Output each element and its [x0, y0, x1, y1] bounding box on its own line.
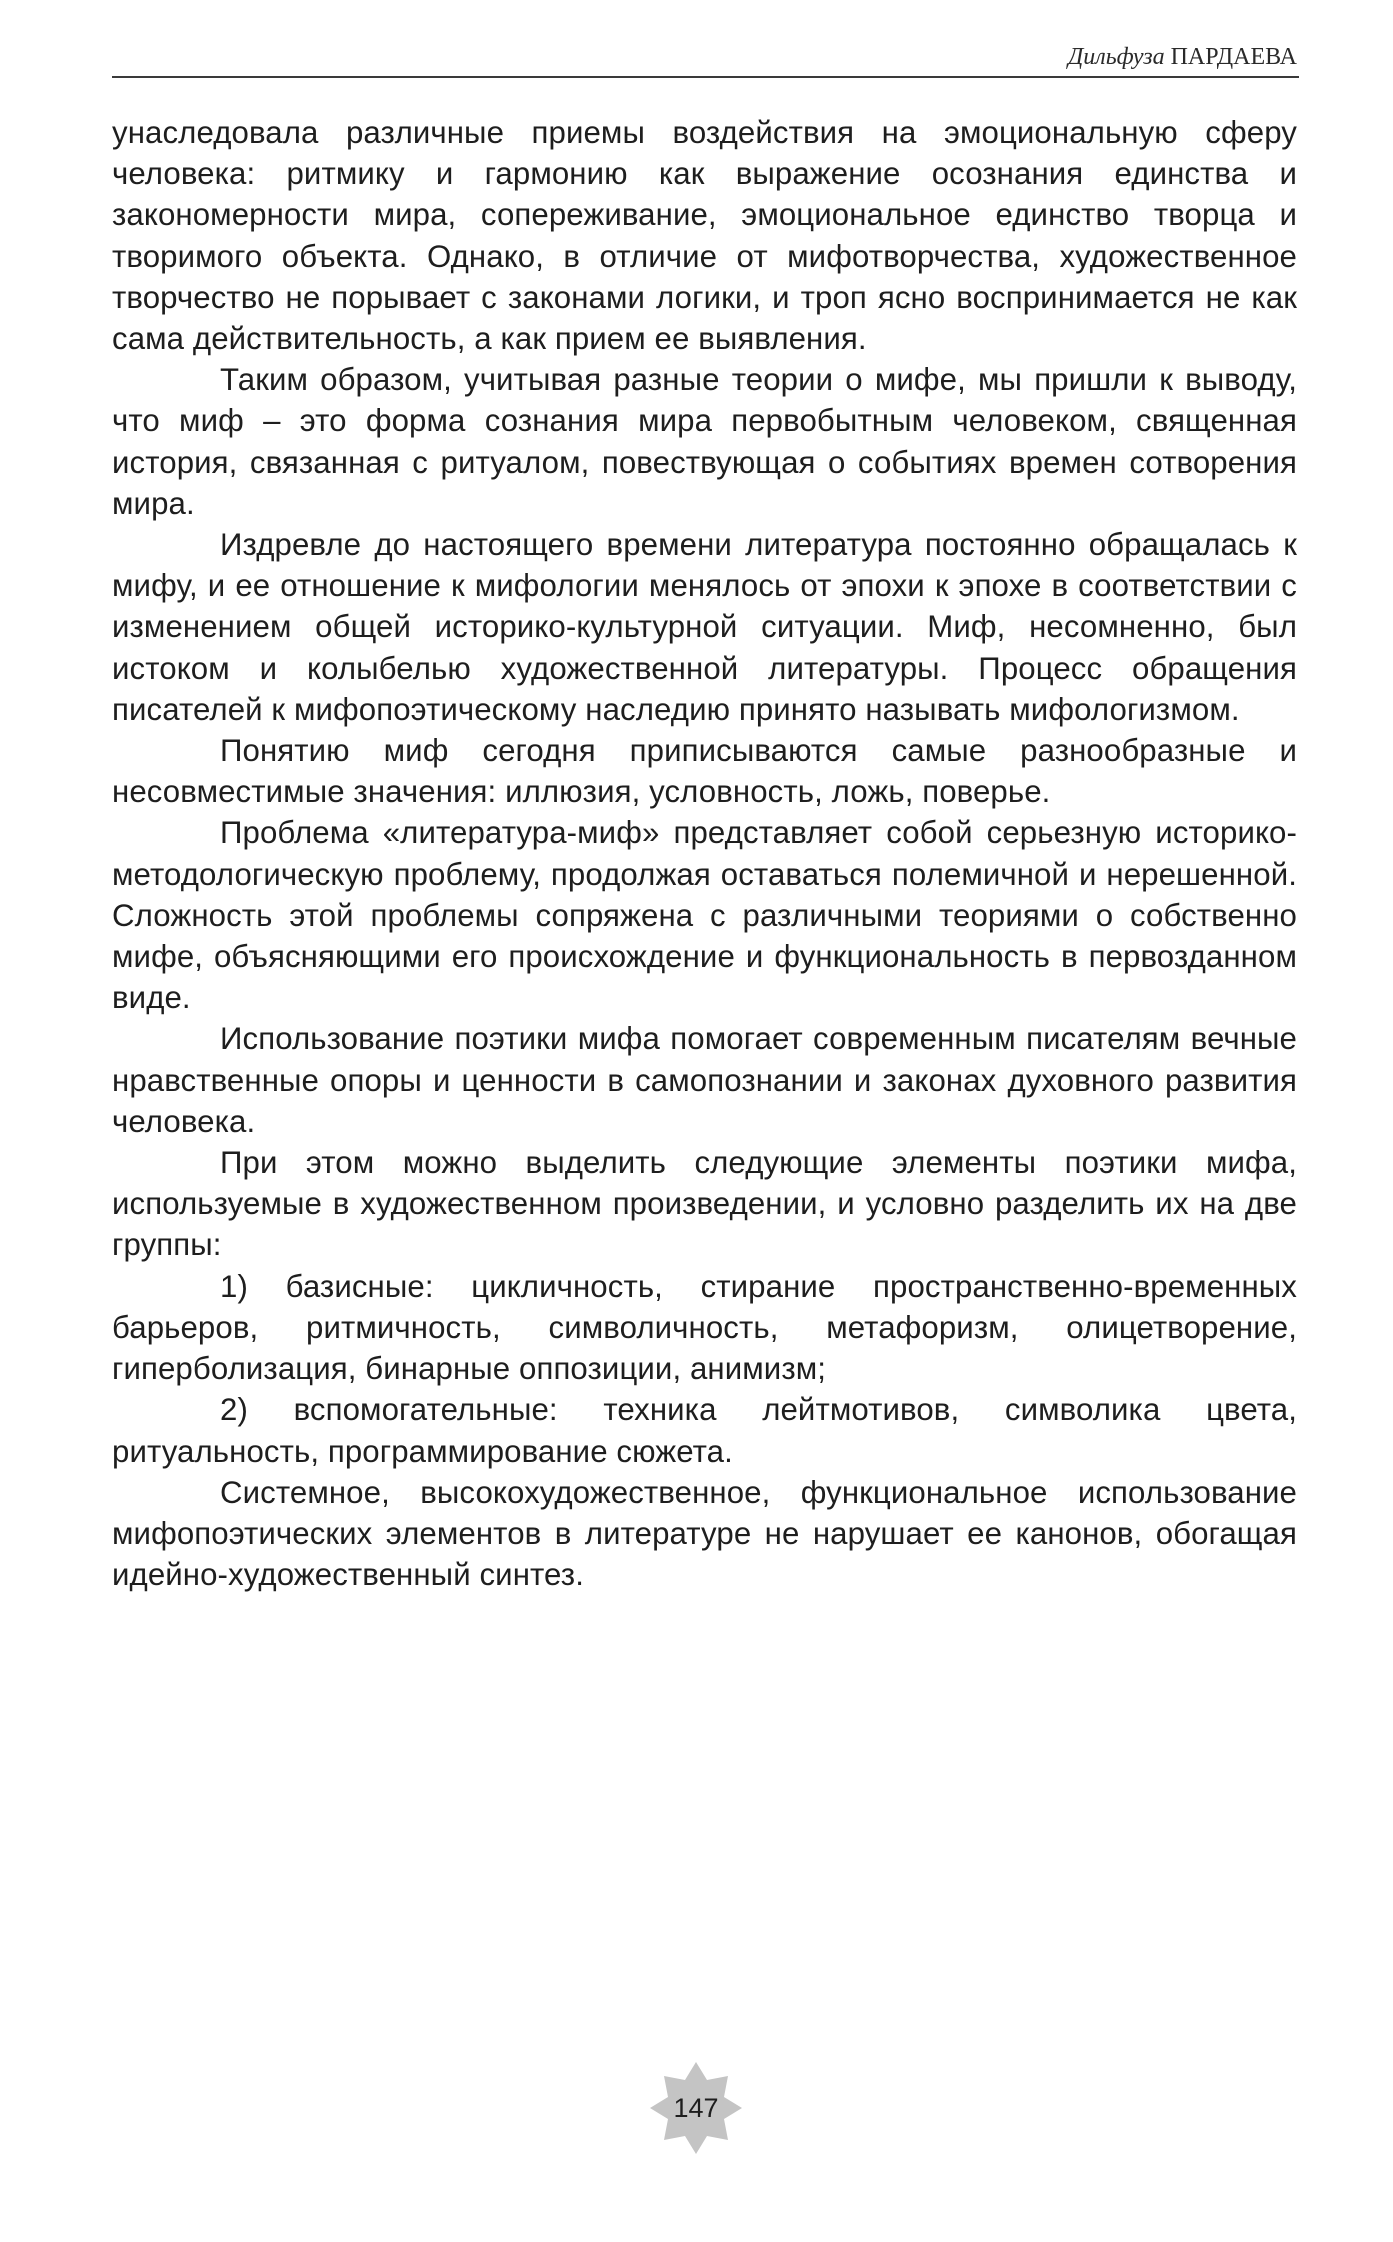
author-last-name: ПАРДАЕВА: [1170, 44, 1297, 70]
page-number-badge: [646, 2058, 746, 2158]
body-text: [112, 112, 1297, 1595]
paragraph-2: Таким образом, учитывая разные теории о мифе, мы пришли к выводу, что миф – это форма сознания мира первобытным человеком, священная история, связанная с ритуалом, повествующая о событиях времен сотворения мира.: [112, 362, 1297, 521]
author-first-name: Дильфуза: [1067, 44, 1165, 70]
paragraph-7: При этом можно выделить следующие элементы поэтики мифа, используемые в художественном произведении, и условно разделить их на две группы:: [112, 1145, 1297, 1263]
list-item-basic: 1) базисные: цикличность, стирание пространственно-временных барьеров, ритмичность, символичность, метафоризм, олицетворение, гиперболизация, бинарные оппозиции, анимизм;: [112, 1268, 1297, 1387]
paragraph-6: Использование поэтики мифа помогает современным писателям вечные нравственные опоры и ценности в самопознании и законах духовного развития человека.: [112, 1021, 1297, 1139]
paragraph-1: унаследовала различные приемы воздействия на эмоциональную сферу человека: ритмику и гармонию как выражение осознания единства и закономерности мира, сопереживание, эмоциональное единство творца и творимого объекта. Однако, в отличие от мифотворчества, художественное творчество не порывает с законами логики, и троп ясно воспринимается не как сама действительность, а как прием ее выявления.: [112, 115, 1297, 357]
paragraph-conclusion: Системное, высокохудожественное, функциональное использование мифопоэтических элементов в литературе не нарушает ее канонов, обогащая идейно-художественный синтез.: [112, 1474, 1297, 1593]
page-number: 147: [673, 2093, 719, 2123]
paragraph-4: Понятию миф сегодня приписываются самые разнообразные и несовместимые значения: иллюзия, условность, ложь, поверье.: [112, 733, 1297, 810]
running-head: [1068, 44, 1297, 71]
header-rule: [112, 76, 1299, 78]
paragraph-3: Издревле до настоящего времени литература постоянно обращалась к мифу, и ее отношение к мифологии менялось от эпохи к эпохе в соответствии с изменением общей историко-культурной ситуации. Миф, несомненно, был истоком и колыбелью художественной литературы. Процесс обращения писателей к мифопоэтическому наследию принято называть мифологизмом.: [112, 527, 1297, 727]
paragraph-5: Проблема «литература-миф» представляет собой серьезную историко-методологическую проблему, продолжая оставаться полемичной и нерешенной. Сложность этой проблемы сопряжена с различными теориями о собственно мифе, объясняющими его происхождение и функциональность в первозданном виде.: [112, 815, 1297, 1016]
list-item-auxiliary: 2) вспомогательные: техника лейтмотивов, символика цвета, ритуальность, программирование сюжета.: [112, 1392, 1297, 1469]
